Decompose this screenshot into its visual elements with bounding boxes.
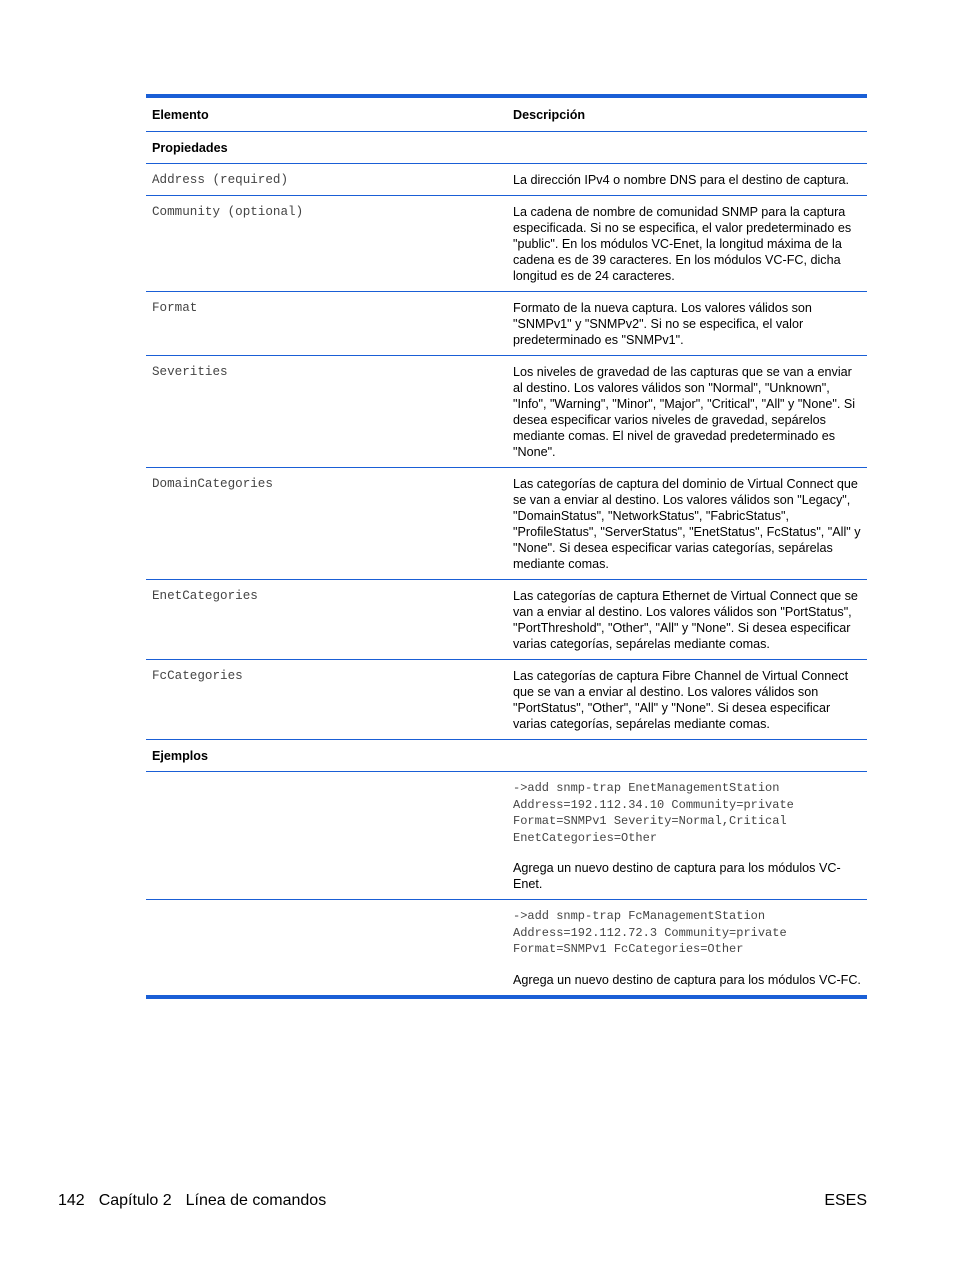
section-row-properties	[146, 132, 867, 164]
table-header-row	[146, 96, 867, 132]
section-title-properties: Propiedades	[146, 132, 507, 164]
example-row	[146, 900, 867, 997]
property-name: Address (required)	[146, 164, 507, 196]
chapter-label: Capítulo 2	[98, 1192, 172, 1209]
page-number: 142	[58, 1192, 85, 1209]
table-row	[146, 468, 867, 580]
property-name: EnetCategories	[146, 580, 507, 660]
property-name: FcCategories	[146, 660, 507, 740]
property-description: Formato de la nueva captura. Los valores válidos son "SNMPv1" y "SNMPv2". Si no se especifica, el valor predeterminado es "SNMPv1".	[507, 292, 867, 356]
property-name: DomainCategories	[146, 468, 507, 580]
header-element: Elemento	[146, 96, 507, 132]
property-name: Format	[146, 292, 507, 356]
example-description: Agrega un nuevo destino de captura para los módulos VC-FC.	[513, 972, 861, 987]
example-code: ->add snmp-trap EnetManagementStation Address=192.112.34.10 Community=private Format=SNMPv1 Severity=Normal,Critical EnetCategories=Other	[513, 781, 794, 845]
table-row	[146, 292, 867, 356]
example-row	[146, 772, 867, 900]
table-row	[146, 164, 867, 196]
property-description: Las categorías de captura Fibre Channel de Virtual Connect que se van a enviar al destino. Los valores válidos son "PortStatus", "Other", "All" y "None". Si desea especificar varias categorías, sepárelas mediante comas.	[507, 660, 867, 740]
section-row-examples	[146, 740, 867, 772]
property-description: La cadena de nombre de comunidad SNMP para la captura especificada. Si no se especifica, el valor predeterminado es "public". En los módulos VC-Enet, la longitud máxima de la cadena es de 39 caracteres. En los módulos VC-FC, dicha longitud es de 24 caracteres.	[507, 196, 867, 292]
chapter-title: Línea de comandos	[185, 1192, 327, 1209]
example-cell	[507, 900, 867, 997]
example-description: Agrega un nuevo destino de captura para los módulos VC-Enet.	[513, 861, 841, 891]
page-footer-left	[58, 1191, 340, 1211]
property-description: Las categorías de captura Ethernet de Virtual Connect que se van a enviar al destino. Los valores válidos son "PortStatus", "PortThreshold", "Other", "All" y "None". Si desea especificar varias categorías, sepárelas mediante comas.	[507, 580, 867, 660]
property-description: La dirección IPv4 o nombre DNS para el destino de captura.	[507, 164, 867, 196]
property-name: Severities	[146, 356, 507, 468]
header-description: Descripción	[507, 96, 867, 132]
example-code: ->add snmp-trap FcManagementStation Address=192.112.72.3 Community=private Format=SNMPv1 FcCategories=Other	[513, 909, 787, 956]
property-name: Community (optional)	[146, 196, 507, 292]
property-description: Las categorías de captura del dominio de Virtual Connect que se van a enviar al destino. Los valores válidos son "Legacy", "DomainStatus", "NetworkStatus", "FabricStatus", "ProfileStatus", "ServerStatus", "EnetStatus", FcStatus", "All" y "None". Si desea especificar varias categorías, sepárelas mediante comas.	[507, 468, 867, 580]
example-empty-cell	[146, 772, 507, 900]
property-description: Los niveles de gravedad de las capturas que se van a enviar al destino. Los valores válidos son "Normal", "Unknown", "Info", "Warning", "Minor", "Major", "Critical", "All" y "None". Si desea especificar varios niveles de gravedad, sepárelos mediante comas. El nivel de gravedad predeterminado es "None".	[507, 356, 867, 468]
section-title-examples: Ejemplos	[146, 740, 507, 772]
table-row	[146, 580, 867, 660]
table-row	[146, 660, 867, 740]
command-properties-table	[146, 94, 867, 999]
example-empty-cell	[146, 900, 507, 997]
section-empty-cell	[507, 132, 867, 164]
section-empty-cell	[507, 740, 867, 772]
example-cell	[507, 772, 867, 900]
page-footer-locale: ESES	[824, 1192, 867, 1209]
table-row	[146, 196, 867, 292]
table-row	[146, 356, 867, 468]
